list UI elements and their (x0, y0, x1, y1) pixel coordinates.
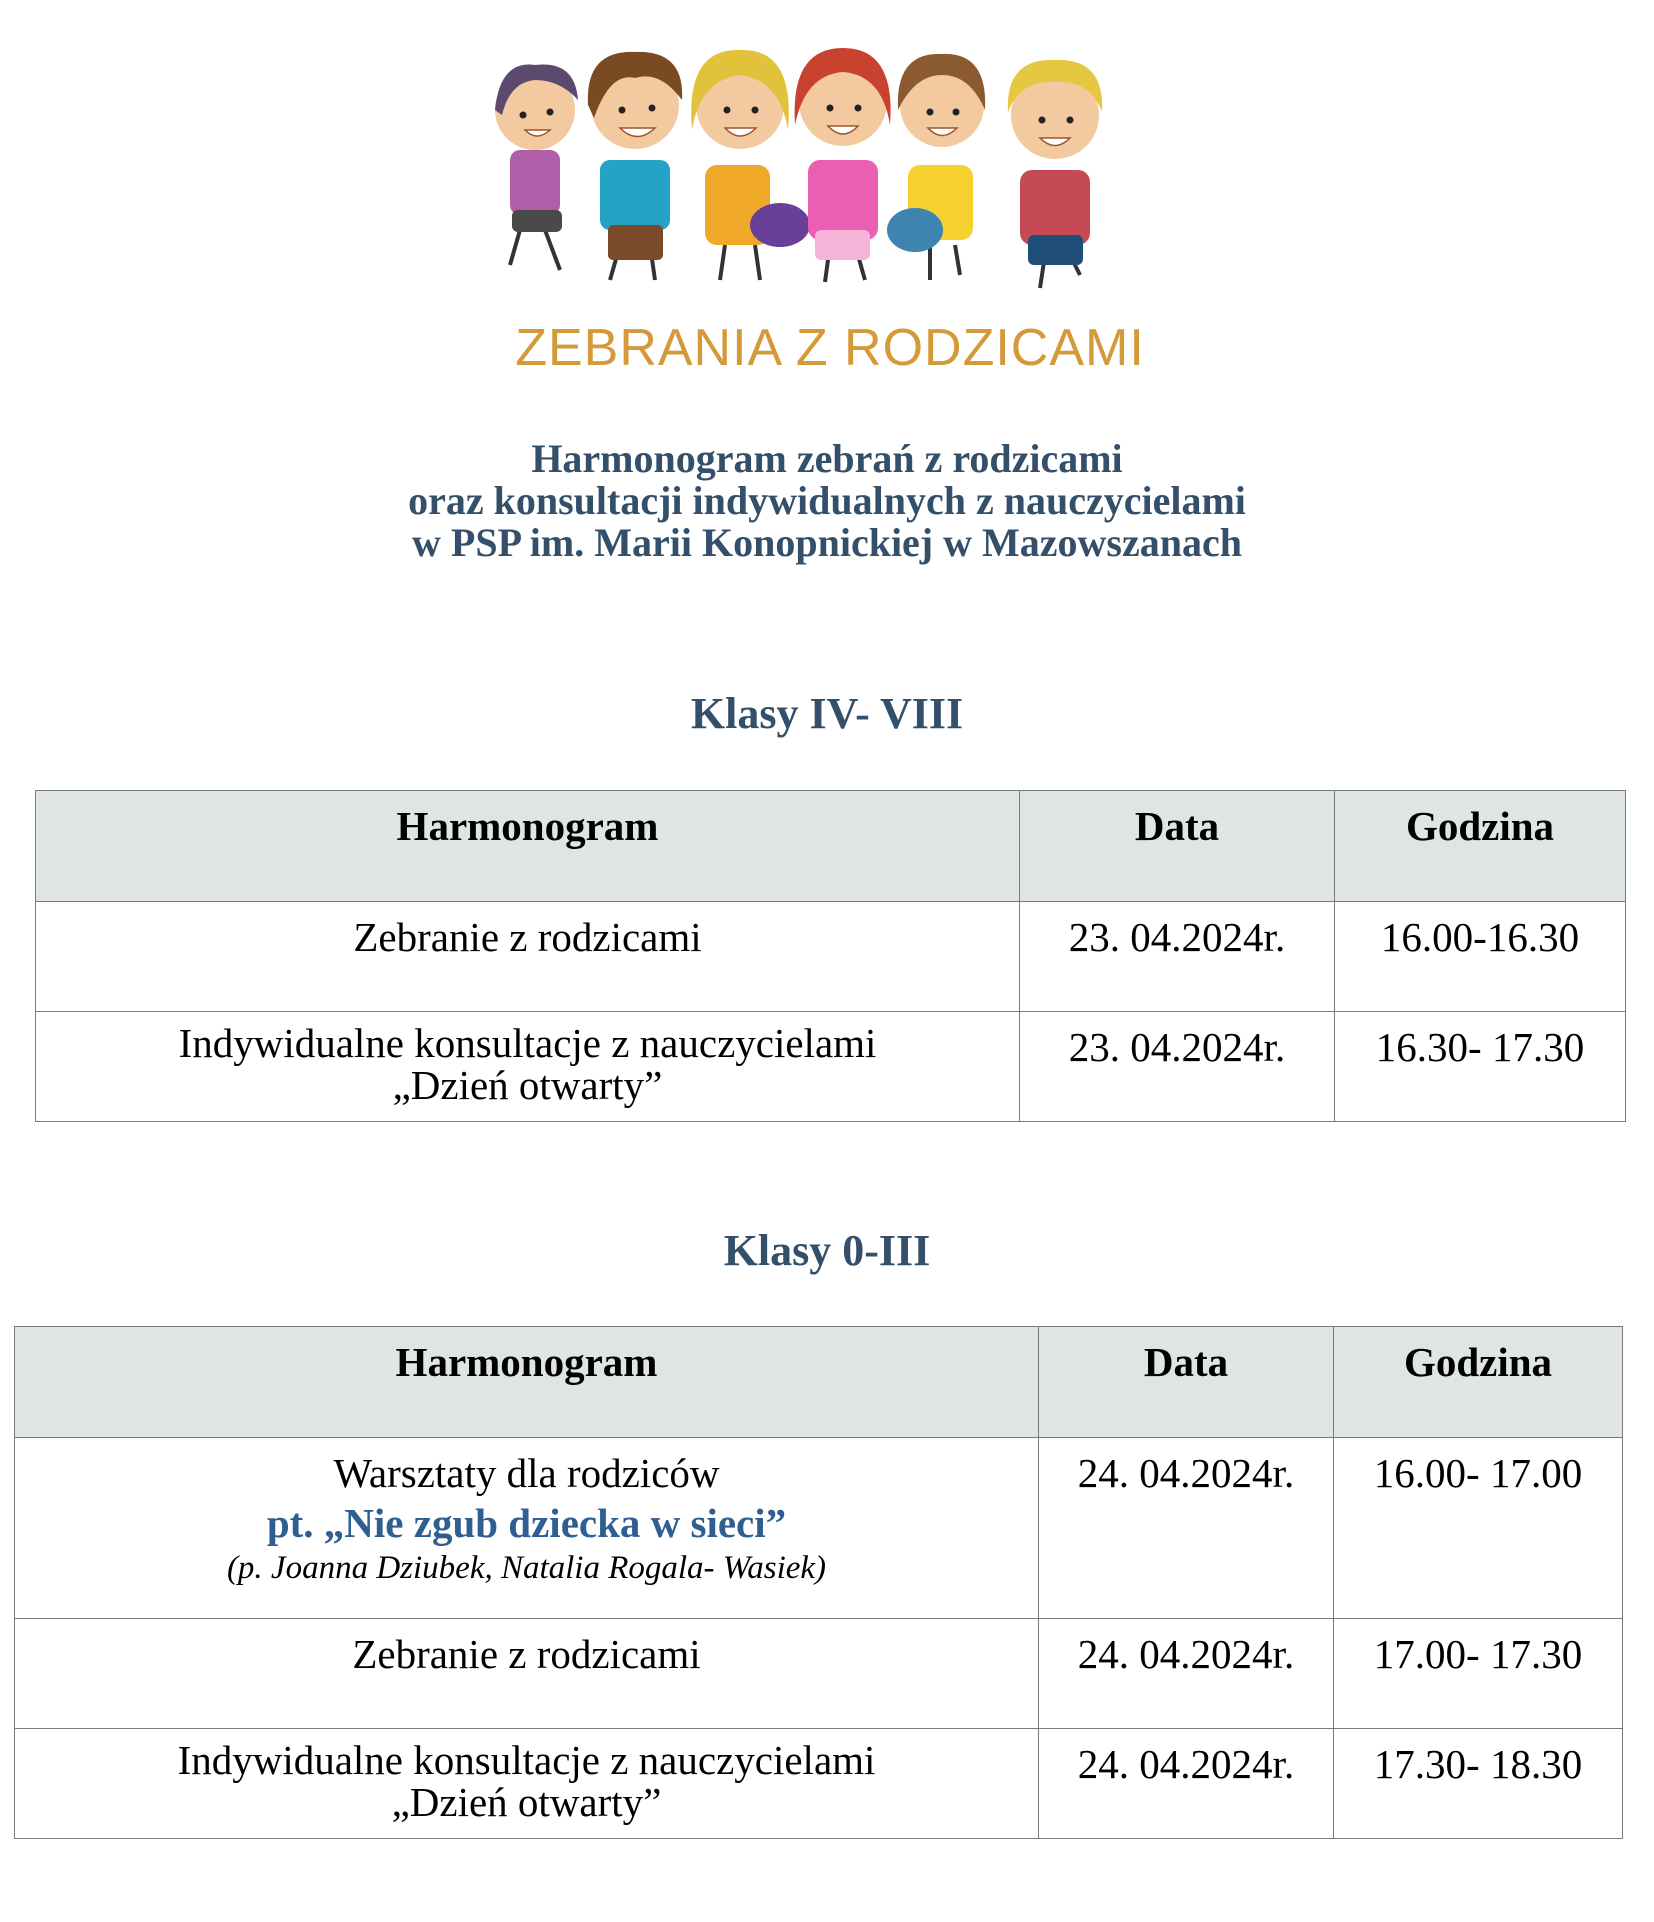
column-header: Godzina (1334, 1327, 1623, 1438)
event-text: Indywidualne konsultacje z nauczycielami (178, 1020, 877, 1066)
schedule-table-iv-viii (35, 790, 1626, 1122)
time-cell: 16.30- 17.30 (1335, 1012, 1626, 1122)
table-header-row (36, 791, 1626, 902)
event-text: Zebranie z rodzicami (353, 914, 702, 960)
child-3 (691, 50, 810, 280)
time-cell: 17.00- 17.30 (1334, 1619, 1623, 1729)
section-heading-iv-viii: Klasy IV- VIII (690, 689, 964, 738)
child-5 (887, 54, 985, 280)
column-header: Godzina (1335, 791, 1626, 902)
title-line: Harmonogram zebrań z rodzicami (531, 436, 1123, 481)
event-cell (15, 1438, 1039, 1619)
table-row (15, 1729, 1623, 1839)
time-cell: 16.00-16.30 (1335, 902, 1626, 1012)
column-header: Data (1039, 1327, 1334, 1438)
date-cell: 23. 04.2024r. (1020, 902, 1335, 1012)
event-subtext: „Dzień otwarty” (391, 1779, 662, 1825)
date-cell: 24. 04.2024r. (1039, 1729, 1334, 1839)
event-cell (36, 1012, 1020, 1122)
workshop-presenters: (p. Joanna Dziubek, Natalia Rogala- Wasiek) (226, 1550, 827, 1586)
child-4 (795, 48, 891, 282)
children-illustration (490, 30, 1170, 290)
event-cell (15, 1729, 1039, 1839)
child-6 (1008, 60, 1102, 288)
date-cell: 23. 04.2024r. (1020, 1012, 1335, 1122)
child-2 (588, 52, 682, 280)
table-row (15, 1438, 1623, 1619)
title-line: w PSP im. Marii Konopnickiej w Mazowszanach (412, 520, 1242, 565)
schedule-table-0-iii (14, 1326, 1623, 1839)
table-row (36, 902, 1626, 1012)
table-row (36, 1012, 1626, 1122)
time-cell: 16.00- 17.00 (1334, 1438, 1623, 1619)
event-cell (36, 902, 1020, 1012)
event-text: Warsztaty dla rodziców (333, 1450, 720, 1496)
date-cell: 24. 04.2024r. (1039, 1438, 1334, 1619)
logo-caption: ZEBRANIA Z RODZICAMI (515, 319, 1145, 377)
workshop-title: pt. „Nie zgub dziecka w sieci” (266, 1500, 787, 1546)
table-row (15, 1619, 1623, 1729)
table-header-row (15, 1327, 1623, 1438)
event-text: Zebranie z rodzicami (352, 1631, 701, 1677)
event-cell (15, 1619, 1039, 1729)
date-cell: 24. 04.2024r. (1039, 1619, 1334, 1729)
page-title (0, 438, 1654, 564)
event-subtext: „Dzień otwarty” (392, 1062, 663, 1108)
title-line: oraz konsultacji indywidualnych z nauczycielami (408, 478, 1246, 523)
time-cell: 17.30- 18.30 (1334, 1729, 1623, 1839)
child-1 (495, 64, 578, 270)
column-header: Data (1020, 791, 1335, 902)
column-header: Harmonogram (36, 791, 1020, 902)
column-header: Harmonogram (15, 1327, 1039, 1438)
section-heading-0-iii: Klasy 0-III (723, 1226, 931, 1275)
event-text: Indywidualne konsultacje z nauczycielami (177, 1737, 876, 1783)
